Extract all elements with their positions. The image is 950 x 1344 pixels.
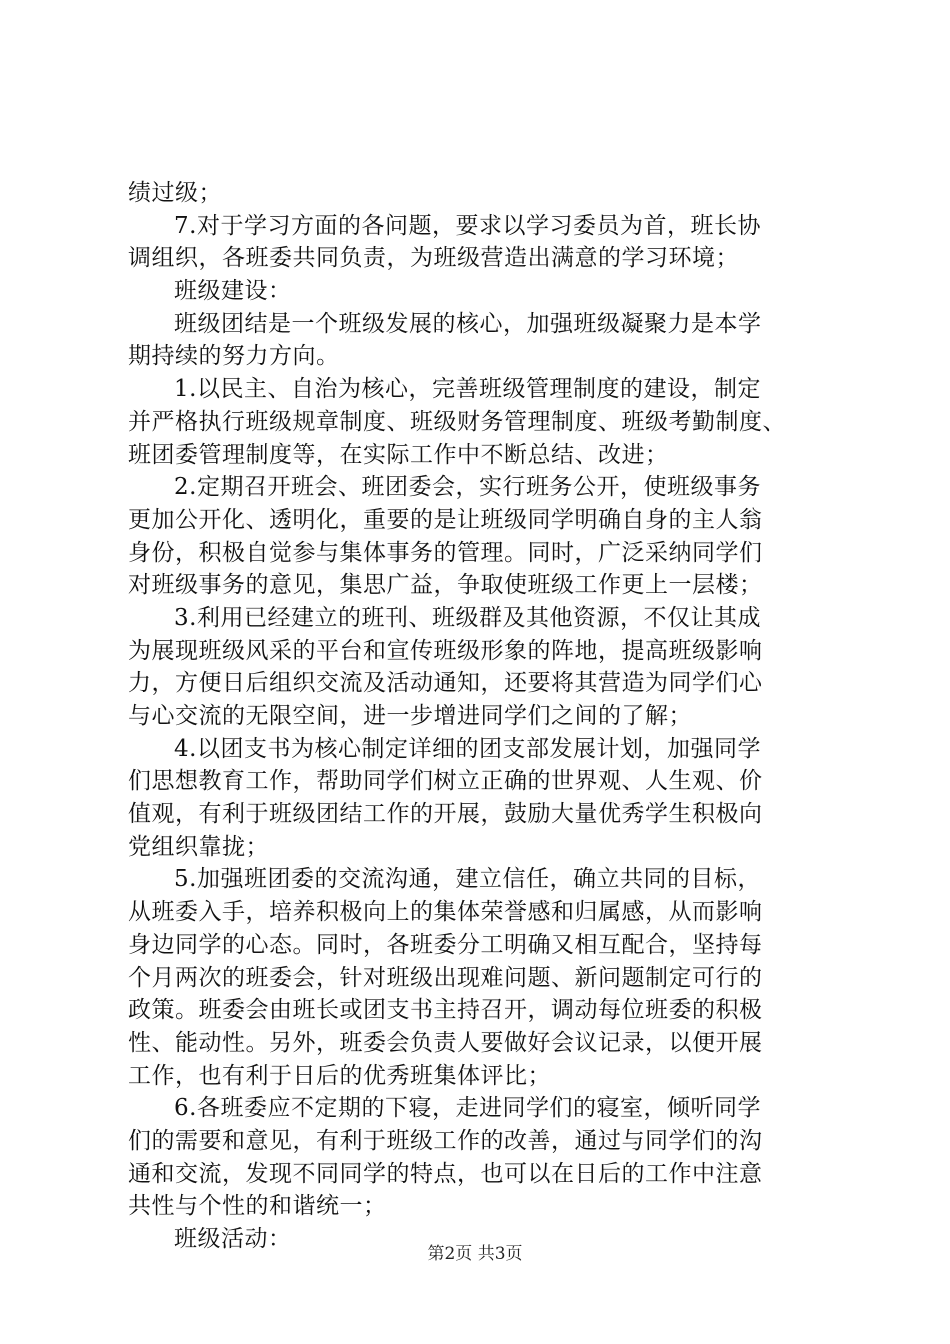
text-line: 个月两次的班委会，针对班级出现难问题、新问题制定可行的 [128, 964, 763, 991]
text-line: 值观，有利于班级团结工作的开展，鼓励大量优秀学生积极向 [128, 801, 763, 828]
text-line: 更加公开化、透明化，重要的是让班级同学明确自身的主人翁 [128, 506, 763, 533]
text-line: 对班级事务的意见，集思广益，争取使班级工作更上一层楼； [128, 572, 763, 599]
text-line: 性、能动性。另外，班委会负责人要做好会议记录，以便开展 [128, 1029, 763, 1056]
text-line: 2.定期召开班会、班团委会，实行班务公开，使班级事务 [174, 474, 761, 501]
text-line: 通和交流，发现不同同学的特点，也可以在日后的工作中注意 [128, 1160, 763, 1187]
text-line: 3.利用已经建立的班刊、班级群及其他资源，不仅让其成 [174, 604, 761, 631]
text-line: 绩过级； [128, 180, 222, 206]
text-line: 为展现班级风采的平台和宣传班级形象的阵地，提高班级影响 [128, 637, 763, 664]
text-line: 党组织靠拢； [128, 833, 269, 860]
text-line: 们的需要和意见，有利于班级工作的改善，通过与同学们的沟 [128, 1127, 763, 1154]
page-footer: 第2页 共3页 [427, 1244, 523, 1264]
text-line: 6.各班委应不定期的下寝，走进同学们的寝室，倾听同学 [174, 1095, 761, 1122]
text-line: 5.加强班团委的交流沟通，建立信任，确立共同的目标， [174, 866, 761, 893]
text-line: 工作，也有利于日后的优秀班集体评比； [128, 1062, 551, 1089]
document-body [128, 177, 828, 1256]
text-line: 并严格执行班级规章制度、班级财务管理制度、班级考勤制度、 [128, 408, 786, 435]
text-line: 身份，积极自觉参与集体事务的管理。同时，广泛采纳同学们 [128, 539, 763, 566]
text-line: 调组织，各班委共同负责，为班级营造出满意的学习环境； [128, 245, 739, 272]
text-line: 力，方便日后组织交流及活动通知，还要将其营造为同学们心 [128, 670, 763, 697]
text-line: 们思想教育工作，帮助同学们树立正确的世界观、人生观、价 [128, 768, 763, 795]
text-line: 从班委入手，培养积极向上的集体荣誉感和归属感，从而影响 [128, 899, 763, 926]
text-line: 班级团结是一个班级发展的核心，加强班级凝聚力是本学 [174, 310, 762, 337]
text-line: 与心交流的无限空间，进一步增进同学们之间的了解； [128, 703, 692, 729]
text-line: 7.对于学习方面的各问题，要求以学习委员为首，班长协 [174, 212, 761, 239]
text-line: 身边同学的心态。同时，各班委分工明确又相互配合，坚持每 [128, 931, 763, 958]
text-line: 班级建设： [174, 278, 292, 305]
text-line: 班团委管理制度等，在实际工作中不断总结、改进； [128, 441, 669, 468]
text-line: 4.以团支书为核心制定详细的团支部发展计划，加强同学 [174, 735, 761, 762]
text-line: 班级活动： [174, 1226, 292, 1252]
text-line: 共性与个性的和谐统一； [128, 1193, 387, 1220]
text-line: 期持续的努力方向。 [128, 343, 340, 370]
text-line: 1.以民主、自治为核心，完善班级管理制度的建设，制定 [174, 376, 761, 403]
text-line: 政策。班委会由班长或团支书主持召开，调动每位班委的积极 [128, 997, 763, 1024]
